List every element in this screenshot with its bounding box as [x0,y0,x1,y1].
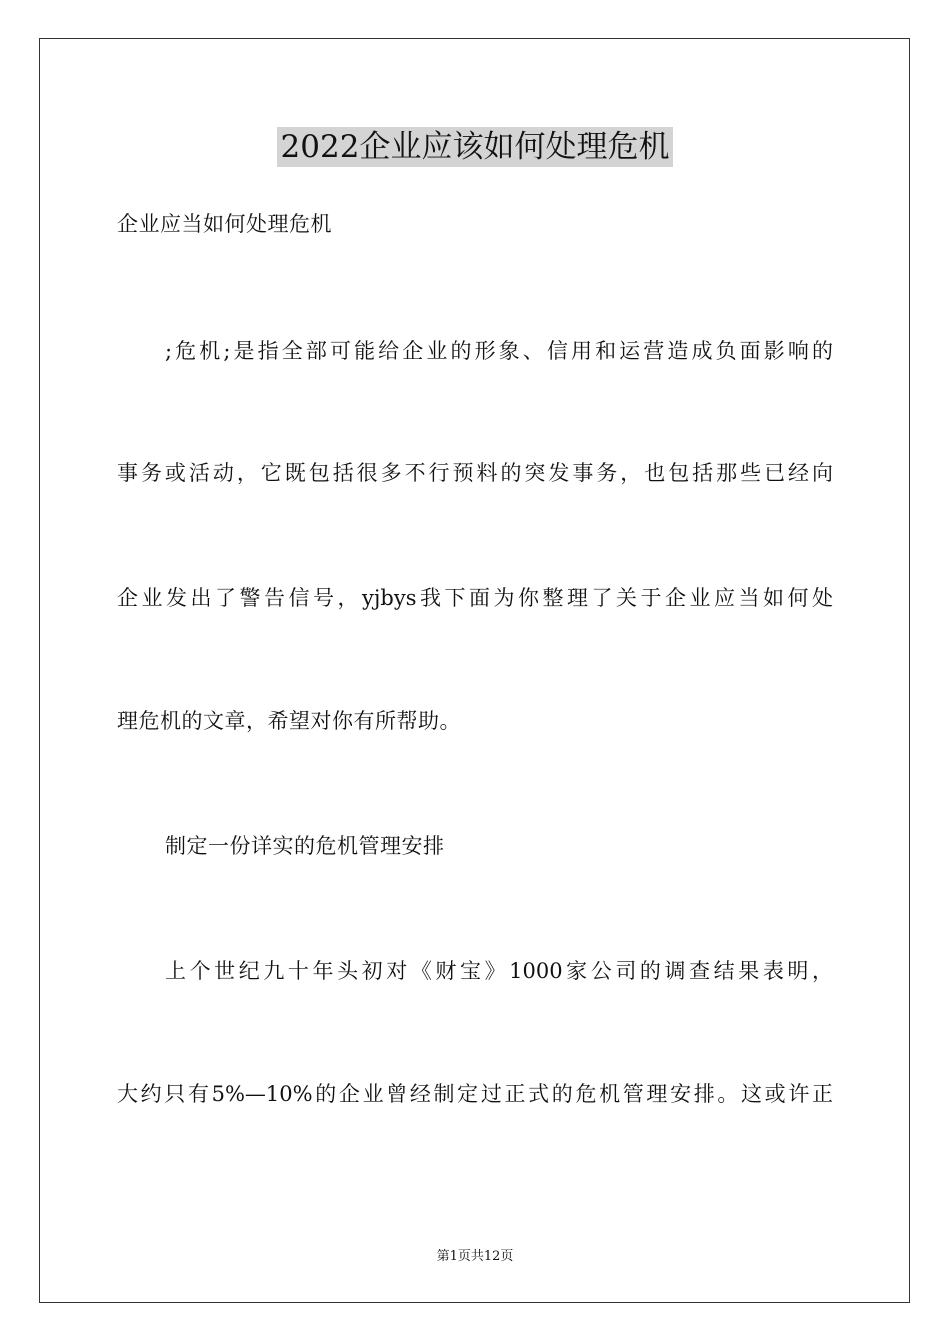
paragraph-line-4: 理危机的文章，希望对你有所帮助。 [117,709,461,733]
page-number-current: 第1页 [436,1249,471,1264]
document-title: 2022企业应该如何处理危机 [277,127,674,167]
page-footer [0,1248,950,1266]
paragraph-line-3: 企业发出了警告信号，yjbys我下面为你整理了关于企业应当如何处 [117,586,833,610]
paragraph-line-5: 上个世纪九十年头初对《财宝》1000家公司的调查结果表明， [165,959,833,983]
paragraph-line-2: 事务或活动，它既包括很多不行预料的突发事务，也包括那些已经向 [117,461,833,485]
document-subtitle: 企业应当如何处理危机 [117,212,332,236]
section-heading: 制定一份详实的危机管理安排 [165,834,445,858]
paragraph-line-1: ;危机;是指全部可能给企业的形象、信用和运营造成负面影响的 [165,339,833,363]
title-container [0,127,950,167]
page-number-total: 共12页 [470,1249,514,1264]
paragraph-line-6: 大约只有5%—10%的企业曾经制定过正式的危机管理安排。这或许正 [117,1082,833,1106]
